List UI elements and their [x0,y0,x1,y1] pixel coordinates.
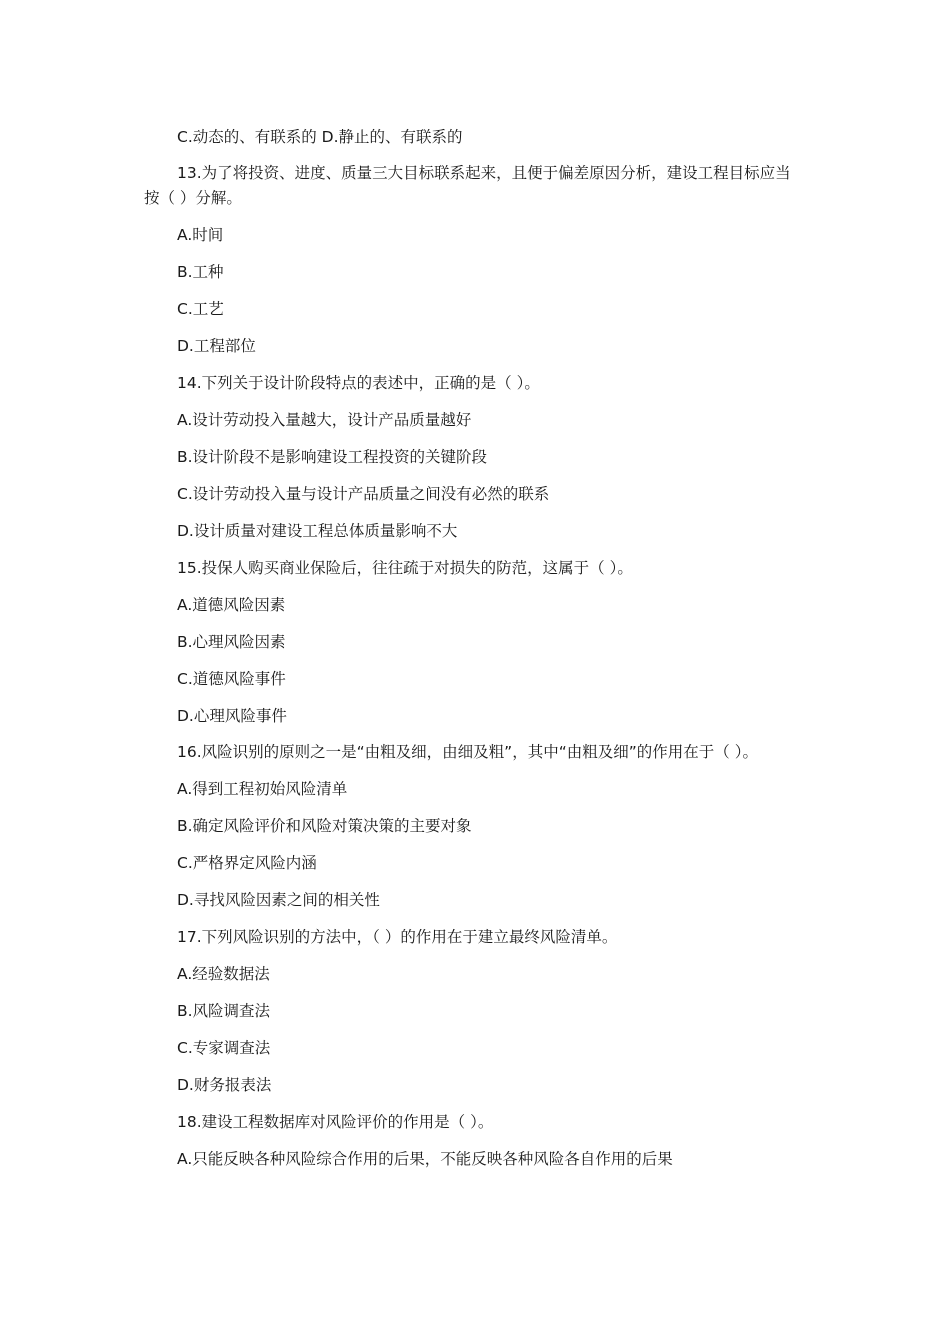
option-14-a: A.设计劳动投入量越大，设计产品质量越好 [177,411,472,429]
question-17: 17.下列风险识别的方法中，（ ）的作用在于建立最终风险清单。 [177,928,618,946]
option-16-b: B.确定风险评价和风险对策决策的主要对象 [177,817,472,835]
option-16-c: C.严格界定风险内涵 [177,854,317,872]
option-12-c-d: C.动态的、有联系的 D.静止的、有联系的 [177,128,463,146]
question-13: 13.为了将投资、进度、质量三大目标联系起来，且便于偏差原因分析，建设工程目标应当按（ ）分解。 [144,164,791,207]
option-14-c: C.设计劳动投入量与设计产品质量之间没有必然的联系 [177,485,550,503]
option-15-c: C.道德风险事件 [177,670,286,688]
option-13-d: D.工程部位 [177,337,256,355]
option-14-b: B.设计阶段不是影响建设工程投资的关键阶段 [177,448,488,466]
option-17-b: B.风险调查法 [177,1002,271,1020]
option-17-a: A.经验数据法 [177,965,270,983]
option-13-b: B.工种 [177,263,224,281]
question-18: 18.建设工程数据库对风险评价的作用是（ ）。 [177,1113,494,1131]
question-15: 15.投保人购买商业保险后，往往疏于对损失的防范，这属于（ ）。 [177,559,633,577]
option-13-a: A.时间 [177,226,224,244]
option-14-d: D.设计质量对建设工程总体质量影响不大 [177,522,458,540]
option-15-a: A.道德风险因素 [177,596,286,614]
option-18-a: A.只能反映各种风险综合作用的后果，不能反映各种风险各自作用的后果 [177,1150,673,1168]
option-17-c: C.专家调查法 [177,1039,271,1057]
option-17-d: D.财务报表法 [177,1076,272,1094]
document-body [144,124,804,1183]
option-13-c: C.工艺 [177,300,224,318]
option-15-b: B.心理风险因素 [177,633,286,651]
question-16: 16.风险识别的原则之一是“由粗及细，由细及粗”，其中“由粗及细”的作用在于（ ）。 [177,743,758,761]
option-16-d: D.寻找风险因素之间的相关性 [177,891,380,909]
option-15-d: D.心理风险事件 [177,707,287,725]
question-14: 14.下列关于设计阶段特点的表述中，正确的是（ ）。 [177,374,540,392]
option-16-a: A.得到工程初始风险清单 [177,780,348,798]
